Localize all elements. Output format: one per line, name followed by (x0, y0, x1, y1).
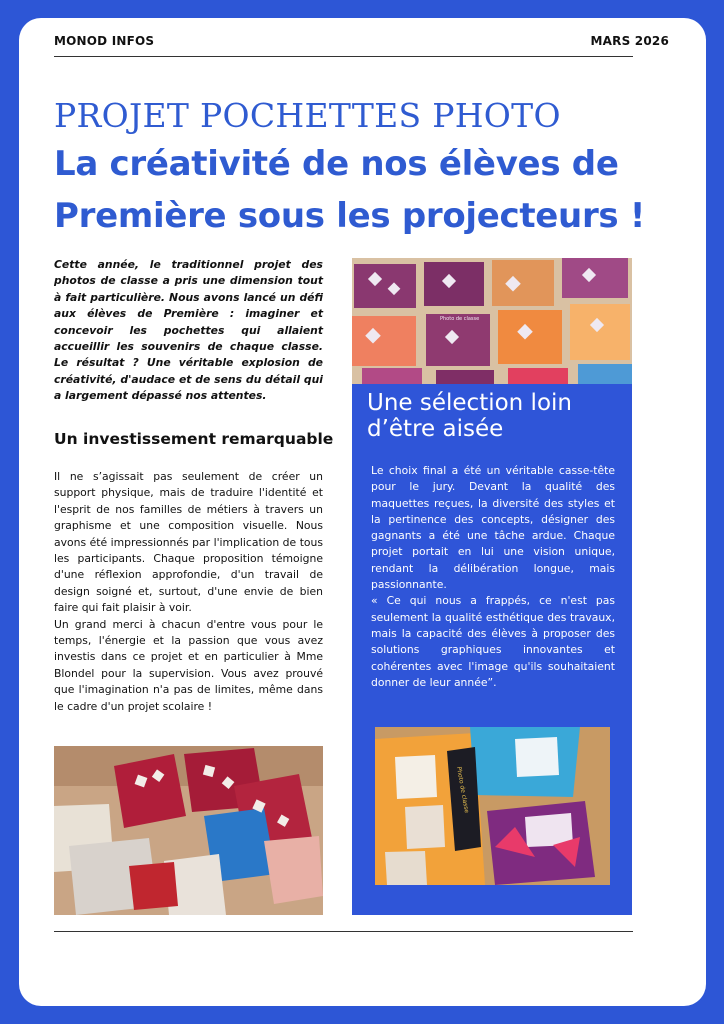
article-body (54, 469, 323, 715)
sidebar-quote: « Ce qui nous a frappés, ce n'est pas seulement la qualité esthétique des travaux, mais la capacité des élèves à proposer des solutions graphiques innovantes et cohérentes avec l'image qu'ils souhaitaient donner de leur année”. (371, 594, 615, 689)
body-paragraph-1: Il ne s’agissait pas seulement de créer un support physique, mais de traduire l'identité et l'esprit de nos familles de métiers à travers un graphisme et une composition visuelle. Nous avons été impressionnés par l'implication de tous les participants. Chaque proposition témoigne d'une réflexion approfondie, d'un travail de design soigné et, surtout, d'une envie de bien faire qui fait plaisir à voir. (54, 470, 323, 615)
header-divider (54, 56, 633, 57)
publication-name: MONOD INFOS (54, 34, 155, 48)
section-title-investissement: Un investissement remarquable (54, 430, 334, 448)
sidebar-paragraph-1: Le choix final a été un véritable casse-tête pour le jury. Devant la qualité des maquettes reçues, la diversité des styles et la pertinence des concepts, désigner des gagnants a été une tâche ardue. Chaque projet portait en lui une vision unique, rendant la délibération longue, mais passionnante. (371, 464, 615, 592)
photo-pochettes-wall (352, 258, 632, 384)
issue-date: MARS 2026 (590, 34, 669, 48)
sidebar-text (371, 463, 615, 691)
wall-photo-caption: Photo de classe (440, 316, 480, 322)
body-paragraph-2: Un grand merci à chacun d'entre vous pour le temps, l'énergie et la passion que vous avez investis dans ce projet et en particulier à Mme Blondel pour la supervision. Vous avez prouvé que l'imagination n'a pas de limites, même dans le cadre d'un projet scolaire ! (54, 617, 323, 713)
article-kicker: PROJET POCHETTES PHOTO (54, 96, 561, 135)
colorful-photo-caption: Photo de classe (455, 766, 471, 814)
article-headline: La créativité de nos élèves de Première sous les projecteurs ! (54, 144, 646, 236)
photo-pochettes-wall-image (352, 258, 632, 384)
photo-pochettes-colorful-image (375, 727, 610, 885)
photo-pochettes-colorful (375, 727, 610, 885)
footer-divider (54, 931, 633, 932)
sidebar-title: Une sélection loin d’être aisée (367, 390, 572, 442)
article-intro: Cette année, le traditionnel projet des photos de classe a pris une dimension tout à fait particulière. Nous avons lancé un défi aux élèves de Première : imaginer et concevoir les pochettes qui allaient accueillir les souvenirs de chaque classe. Le résultat ? Une véritable explosion de créativité, d'audace et de sens du détail qui a largement dépassé nos attentes. (54, 258, 323, 403)
photo-pochettes-table-image (54, 746, 323, 915)
photo-pochettes-table (54, 746, 323, 915)
